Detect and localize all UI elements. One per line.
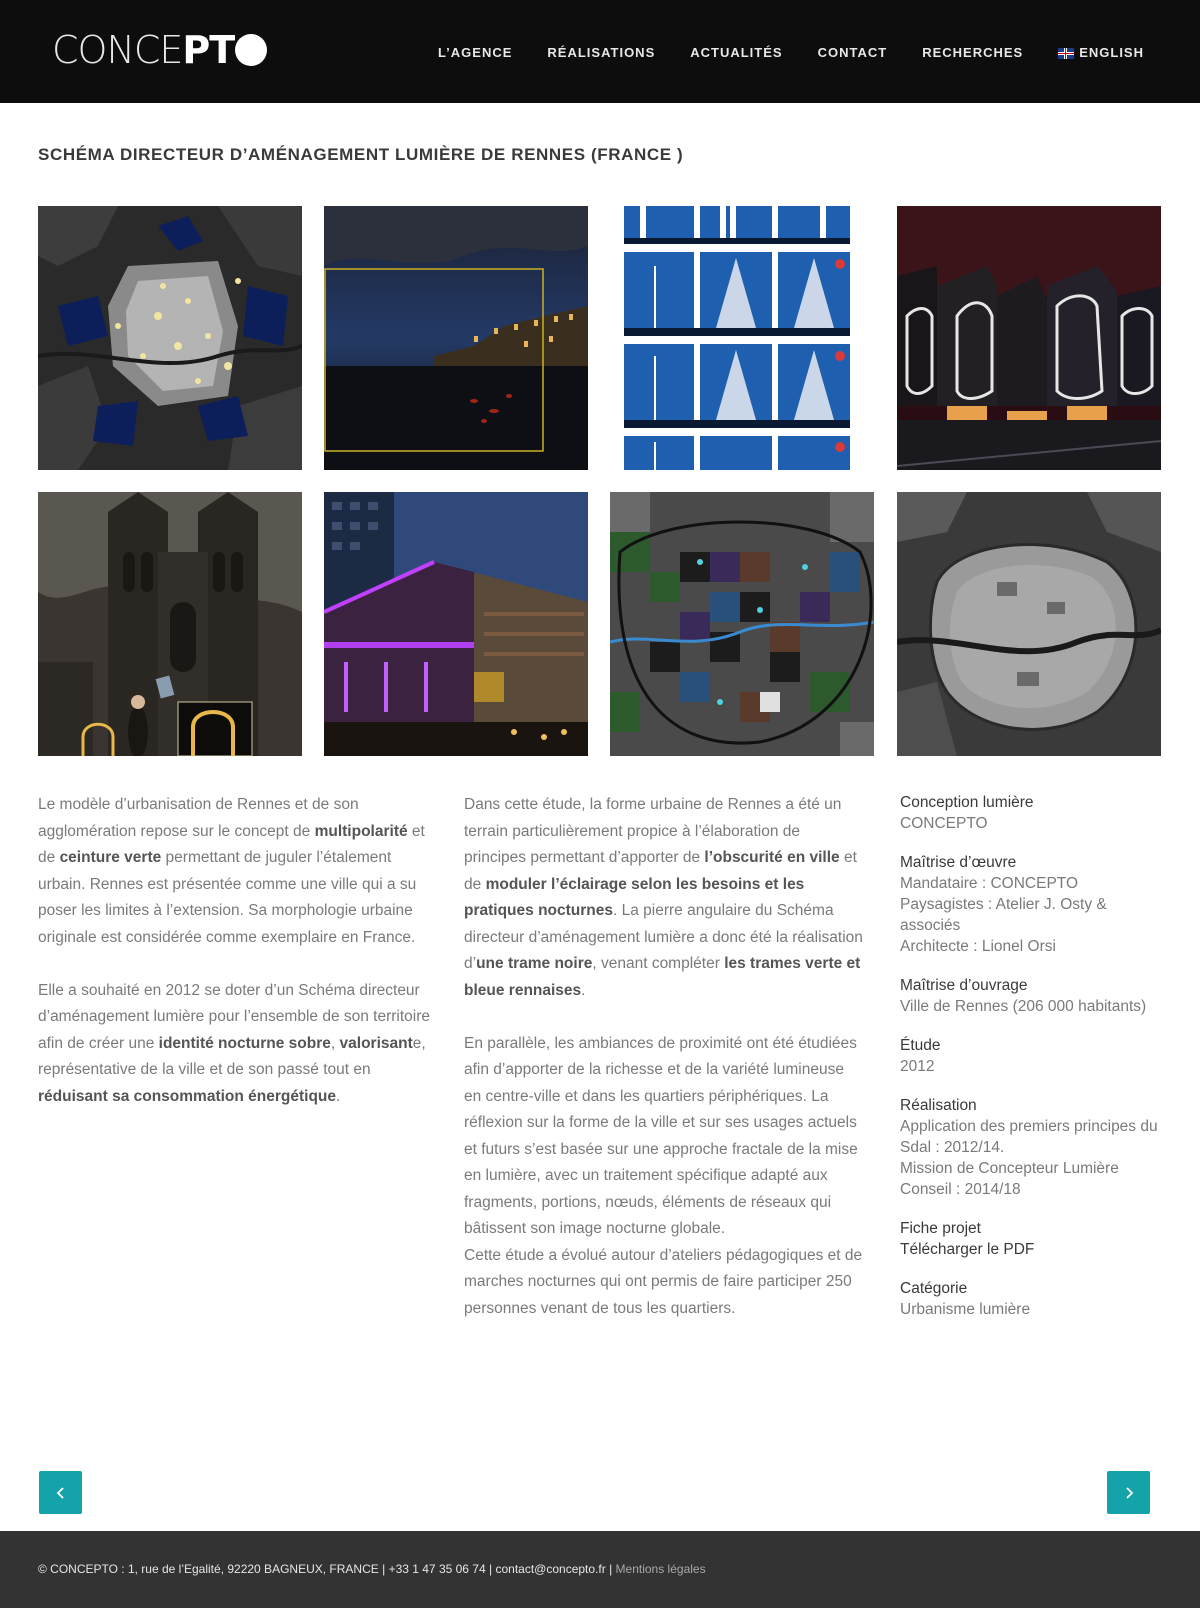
gallery-image-night-canal[interactable] bbox=[324, 206, 588, 470]
meta-maitrise-oeuvre bbox=[900, 852, 1170, 957]
logo-light-part: CONCE bbox=[52, 28, 183, 72]
footer-separator: | bbox=[609, 1562, 613, 1576]
uk-flag-icon bbox=[1058, 48, 1074, 59]
ambiances-paragraph: En parallèle, les ambiances de proximité ont été étudiées afin d’apporter de la richesse et de la variété lumineuse en centre-ville et dans les quartiers périphériques. La réflexion sur la forme de la ville et sur ses usages actuels et futurs s’est basée sur une approche fractale de la mise en lumière, avec un traitement spécifique adapté aux fragments, portions, nœuds, éléments de réseaux qui bâtissent son image nocturne globale. bbox=[464, 1034, 858, 1237]
nav-recherches[interactable]: RECHERCHES bbox=[922, 45, 1024, 60]
next-project-button[interactable] bbox=[1107, 1471, 1150, 1514]
nav-realisations[interactable]: RÉALISATIONS bbox=[547, 45, 656, 60]
footer-separator: | bbox=[489, 1562, 493, 1576]
meta-value: Mission de Concepteur Lumière Conseil : 2014/18 bbox=[900, 1160, 1119, 1198]
nav-agence[interactable]: L’AGENCE bbox=[437, 45, 513, 60]
meta-value: Mandataire : CONCEPTO bbox=[900, 875, 1079, 892]
site-header bbox=[0, 0, 1200, 103]
meta-label: Étude bbox=[900, 1037, 941, 1054]
description-column-2 bbox=[464, 792, 864, 1349]
meta-fiche-projet bbox=[900, 1218, 1170, 1260]
gallery-image-grey-map[interactable] bbox=[897, 492, 1161, 756]
meta-value: Architecte : Lionel Orsi bbox=[900, 938, 1056, 955]
legal-notice-link[interactable]: Mentions légales bbox=[615, 1562, 706, 1576]
previous-project-button[interactable] bbox=[39, 1471, 82, 1514]
meta-value: CONCEPTO bbox=[900, 815, 988, 832]
site-footer bbox=[0, 1531, 1200, 1608]
main-nav bbox=[403, 44, 1144, 62]
meta-label: Réalisation bbox=[900, 1097, 977, 1114]
meta-label: Catégorie bbox=[900, 1280, 968, 1297]
workshops-paragraph: Cette étude a évolué autour d’ateliers pédagogiques et de marches nocturnes qui ont permis de faire participer 250 personnes venant de tous les quartiers. bbox=[464, 1246, 863, 1317]
page-title: SCHÉMA DIRECTEUR D’AMÉNAGEMENT LUMIÈRE DE RENNES (FRANCE ) bbox=[38, 145, 684, 164]
meta-etude bbox=[900, 1035, 1170, 1077]
nav-english[interactable] bbox=[1058, 44, 1144, 62]
footer-address: © CONCEPTO : 1, rue de l’Egalité, 92220 BAGNEUX, FRANCE bbox=[38, 1562, 379, 1576]
chevron-right-icon bbox=[1122, 1486, 1136, 1500]
footer-phone: +33 1 47 35 06 74 bbox=[388, 1562, 486, 1576]
download-pdf-link[interactable]: Télécharger le PDF bbox=[900, 1241, 1035, 1258]
meta-realisation bbox=[900, 1095, 1170, 1200]
meta-value: Paysagistes : Atelier J. Osty & associés bbox=[900, 896, 1107, 934]
meta-value: Application des premiers principes du Sdal : 2012/14. bbox=[900, 1118, 1158, 1156]
gallery-image-city-map[interactable] bbox=[38, 206, 302, 470]
gallery-image-lighting-diagrams[interactable] bbox=[610, 206, 874, 470]
meta-maitrise-ouvrage bbox=[900, 975, 1170, 1017]
intro-paragraph: Le modèle d’urbanisation de Rennes et de son agglomération repose sur le concept de multipolarité et de ceinture verte permettant de juguler l’étalement urbain. Rennes est présentée comme une ville qui a su poser les limites à l’extension. Sa morphologie urbaine originale est considérée comme exemplaire en France. bbox=[38, 796, 425, 946]
meta-label: Conception lumière bbox=[900, 794, 1034, 811]
meta-value: Ville de Rennes (206 000 habitants) bbox=[900, 998, 1147, 1015]
gallery-image-timber-houses[interactable] bbox=[897, 206, 1161, 470]
logo-wordmark bbox=[52, 30, 267, 70]
gallery-image-cathedral[interactable] bbox=[38, 492, 302, 756]
nav-contact[interactable]: CONTACT bbox=[817, 45, 888, 60]
footer-email-link[interactable]: contact@concepto.fr bbox=[495, 1562, 606, 1576]
description-column-1 bbox=[38, 792, 438, 1137]
project-meta bbox=[900, 792, 1170, 1338]
meta-conception bbox=[900, 792, 1170, 834]
meta-label: Maîtrise d’ouvrage bbox=[900, 977, 1028, 994]
nav-actualites[interactable]: ACTUALITÉS bbox=[690, 45, 783, 60]
logo-o-icon bbox=[235, 34, 267, 66]
meta-categorie bbox=[900, 1278, 1170, 1320]
meta-label: Fiche projet bbox=[900, 1220, 981, 1237]
footer-separator: | bbox=[382, 1562, 386, 1576]
logo[interactable] bbox=[52, 30, 267, 70]
gallery-image-fractal-map[interactable] bbox=[610, 492, 874, 756]
objectives-paragraph: Elle a souhaité en 2012 se doter d’un Schéma directeur d’aménagement lumière pour l’ensemble de son territoire afin de créer une identité nocturne sobre, valorisante, représentative de la ville et de son passé tout en réduisant sa consommation énergétique. bbox=[38, 981, 431, 1105]
study-paragraph: Dans cette étude, la forme urbaine de Rennes a été un terrain particulièrement propice à l’élaboration de principes permettant d’apporter de l’obscurité en ville et de moduler l’éclairage selon les besoins et les pratiques nocturnes. La pierre angulaire du Schéma directeur d’aménagement lumière a donc été la réalisation d’une trame noire, venant compléter les trames verte et bleue rennaises. bbox=[464, 796, 863, 999]
logo-bold-part: PT bbox=[182, 28, 235, 72]
chevron-left-icon bbox=[54, 1486, 68, 1500]
footer-text bbox=[38, 1562, 706, 1576]
gallery-image-purple-building[interactable] bbox=[324, 492, 588, 756]
meta-value: 2012 bbox=[900, 1058, 935, 1075]
meta-label: Maîtrise d’œuvre bbox=[900, 854, 1017, 871]
category-link[interactable]: Urbanisme lumière bbox=[900, 1301, 1031, 1318]
nav-english-label: ENGLISH bbox=[1079, 45, 1144, 60]
